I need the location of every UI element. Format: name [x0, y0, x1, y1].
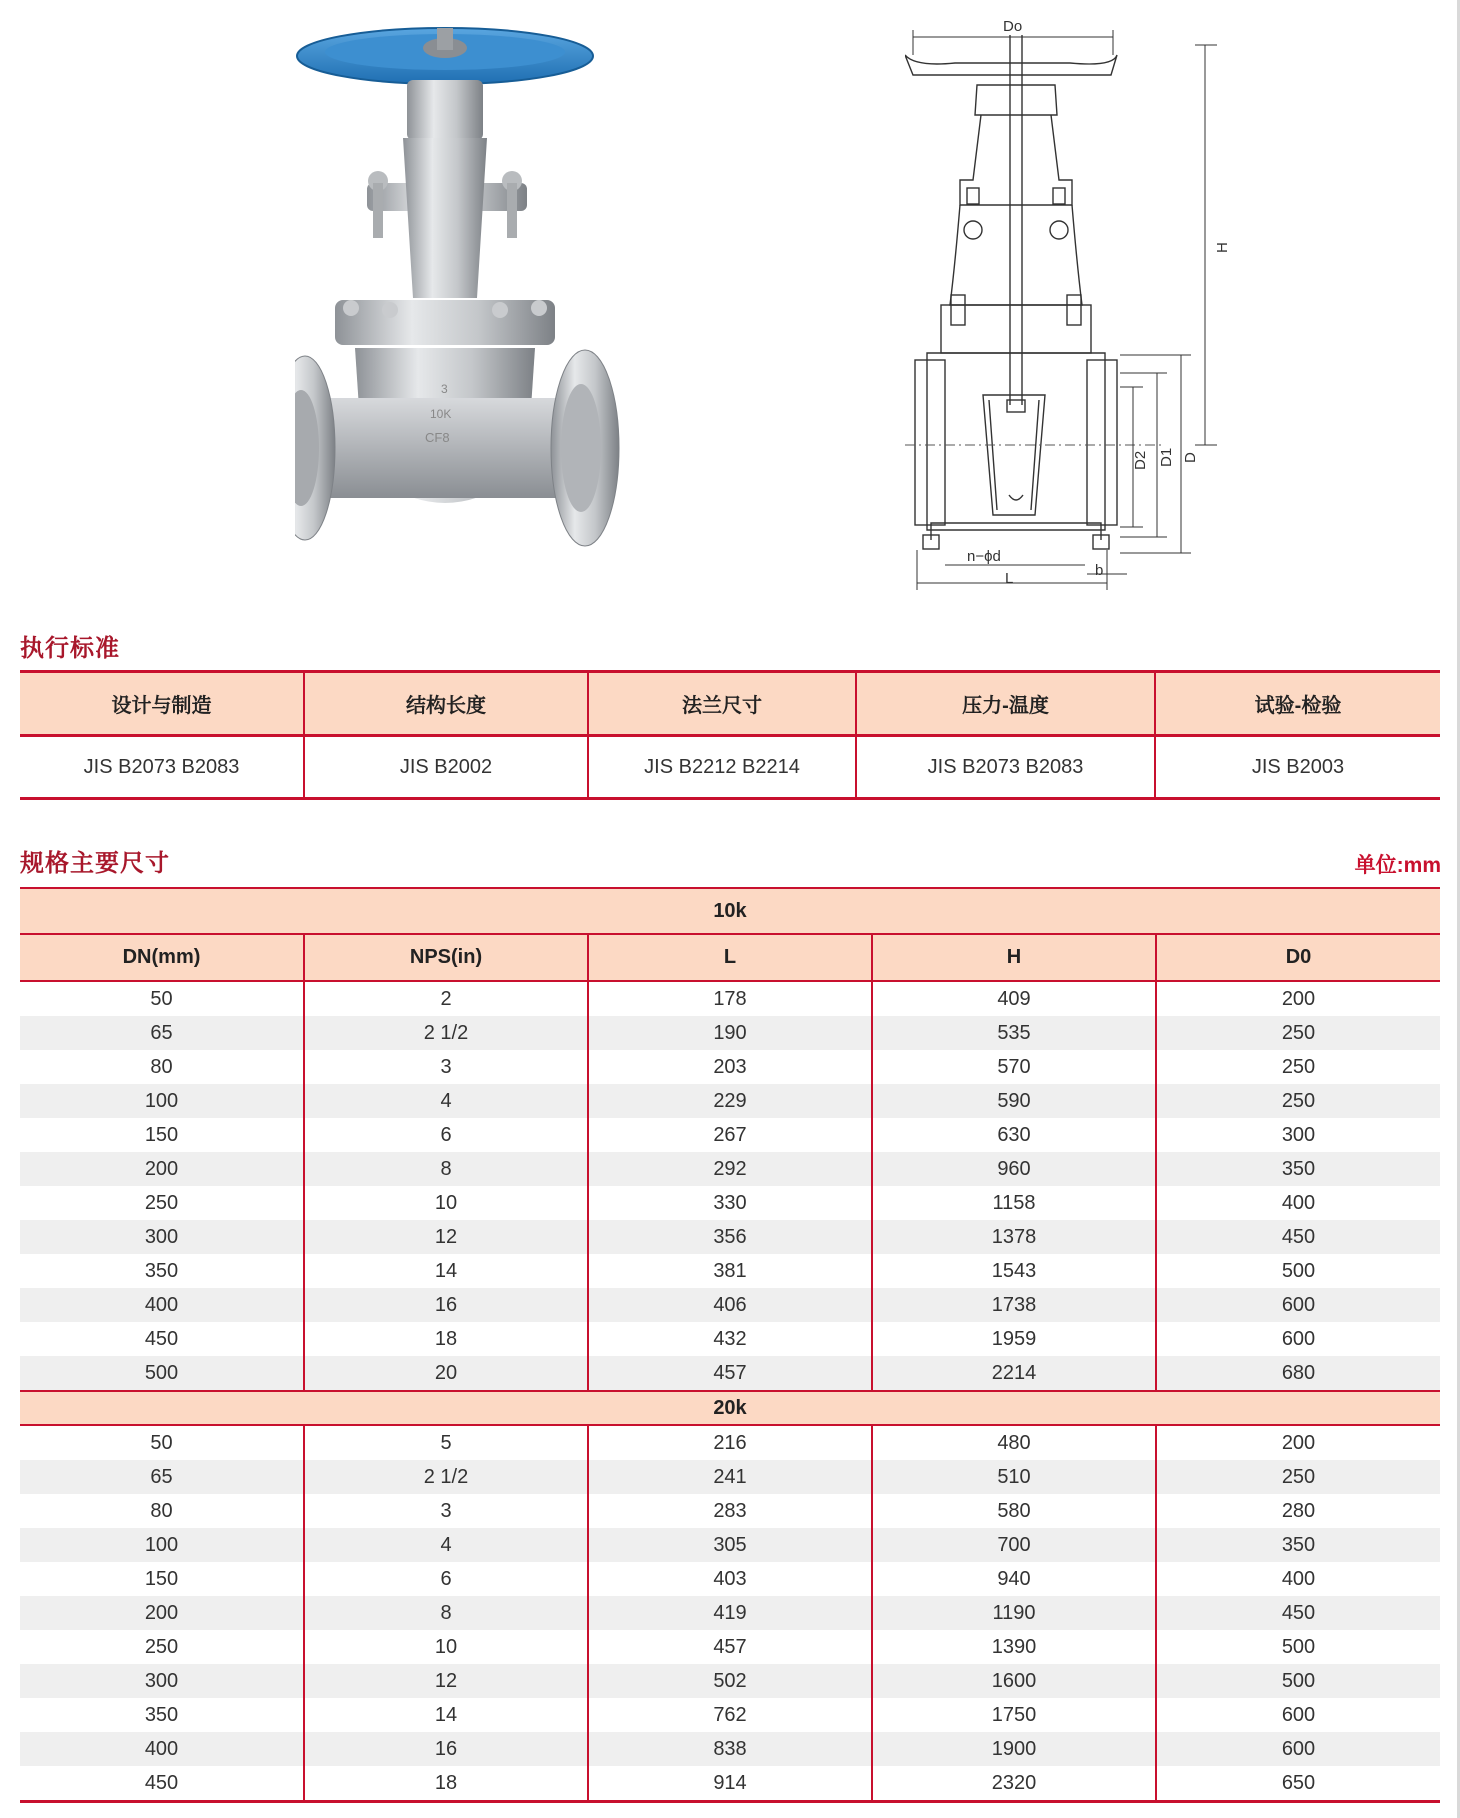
column-header-h: H: [872, 934, 1156, 981]
cell-d0: 250: [1156, 1460, 1440, 1494]
dim-label-d: D: [1182, 452, 1199, 463]
standards-header-design: 设计与制造: [20, 672, 304, 736]
cell-l: 419: [588, 1596, 872, 1630]
cell-h: 409: [872, 981, 1156, 1016]
table-row: [20, 1050, 1440, 1084]
cell-h: 1158: [872, 1186, 1156, 1220]
cell-d0: 650: [1156, 1766, 1440, 1802]
cell-l: 305: [588, 1528, 872, 1562]
body-marking-size: 3: [441, 382, 448, 396]
cell-nps: 6: [304, 1118, 588, 1152]
cell-dn: 250: [144, 1191, 179, 1214]
cell-l: 403: [588, 1562, 872, 1596]
cell-nps: 16: [304, 1288, 588, 1322]
cell-l: 838: [588, 1732, 872, 1766]
table-row: [20, 1664, 1440, 1698]
cell-nps: 4: [304, 1084, 588, 1118]
table-row: [20, 981, 1440, 1016]
cell-l: 381: [588, 1254, 872, 1288]
cell-d0: 680: [1156, 1356, 1440, 1391]
cell-nps: 10: [304, 1186, 588, 1220]
cell-dn: 350: [144, 1259, 179, 1282]
cell-dn: 80: [150, 1499, 173, 1522]
cell-h: 1600: [872, 1664, 1156, 1698]
table-row: [20, 1766, 1440, 1802]
dim-label-d1: D1: [1158, 447, 1175, 467]
cell-h: 590: [872, 1084, 1156, 1118]
cell-l: 229: [588, 1084, 872, 1118]
cell-l: 457: [588, 1356, 872, 1391]
dim-label-n-d: n−ϕd: [967, 548, 1001, 565]
cell-dn: 100: [20, 1084, 304, 1118]
cell-d0: 250: [1156, 1050, 1440, 1084]
cell-nps: 12: [304, 1664, 588, 1698]
table-row: [20, 1425, 1440, 1460]
standards-value-test-inspection: JIS B2003: [1155, 736, 1440, 799]
group-header-row: [20, 888, 1440, 934]
cell-h: 1190: [872, 1596, 1156, 1630]
cell-l: 283: [588, 1494, 872, 1528]
table-row: [20, 1152, 1440, 1186]
cell-nps: 2: [304, 981, 588, 1016]
cell-h: 1959: [872, 1322, 1156, 1356]
cell-d0: 250: [1156, 1084, 1440, 1118]
cell-l: 457: [588, 1630, 872, 1664]
cell-dn: 400: [20, 1732, 304, 1766]
standards-section-title: 执行标准: [20, 635, 120, 662]
standards-value-pressure-temperature: JIS B2073 B2083: [856, 736, 1155, 799]
dim-label-do: Do: [1003, 18, 1023, 35]
cell-h: 480: [872, 1425, 1156, 1460]
cell-d0: 600: [1156, 1288, 1440, 1322]
table-row: [20, 1596, 1440, 1630]
cell-dn: 300: [20, 1220, 304, 1254]
table-row: [20, 1016, 1440, 1050]
cell-nps: 2 1/2: [304, 1016, 588, 1050]
cell-nps: 3: [304, 1494, 588, 1528]
cell-l: 914: [588, 1766, 872, 1802]
cell-d0: 600: [1156, 1322, 1440, 1356]
dim-label-b: b: [1095, 562, 1104, 579]
cell-l: 762: [588, 1698, 872, 1732]
cell-l: 502: [588, 1664, 872, 1698]
cell-h: 1390: [872, 1630, 1156, 1664]
cell-d0: 200: [1156, 981, 1440, 1016]
cell-nps: 18: [304, 1766, 588, 1802]
cell-dn: 65: [20, 1460, 304, 1494]
table-row: [20, 1460, 1440, 1494]
cell-nps: 2 1/2: [304, 1460, 588, 1494]
cell-d0: 500: [1156, 1630, 1440, 1664]
cell-l: 432: [588, 1322, 872, 1356]
cell-d0: 600: [1156, 1698, 1440, 1732]
cell-h: 1738: [872, 1288, 1156, 1322]
table-row: [20, 1630, 1440, 1664]
table-row: [20, 1186, 1440, 1220]
cell-d0: 450: [1156, 1596, 1440, 1630]
cell-l: 356: [588, 1220, 872, 1254]
table-row: [20, 1698, 1440, 1732]
cell-dn: 450: [144, 1327, 179, 1350]
table-row: [20, 1562, 1440, 1596]
cell-h: 570: [872, 1050, 1156, 1084]
dim-label-d2: D2: [1132, 450, 1149, 470]
standards-value-flange: JIS B2212 B2214: [588, 736, 856, 799]
cell-h: 630: [872, 1118, 1156, 1152]
dimensions-header-row: [20, 934, 1440, 981]
cell-nps: 4: [304, 1528, 588, 1562]
cell-d0: 350: [1156, 1528, 1440, 1562]
standards-header-pressure-temperature: 压力-温度: [856, 672, 1155, 736]
cell-h: 510: [872, 1460, 1156, 1494]
dimensions-table: [20, 887, 1440, 1803]
cell-d0: 600: [1156, 1732, 1440, 1766]
table-row: [20, 1528, 1440, 1562]
column-header-dn: DN(mm): [20, 934, 304, 981]
table-row: [20, 1494, 1440, 1528]
table-row: [20, 1084, 1440, 1118]
cell-nps: 6: [304, 1562, 588, 1596]
standards-header-row: [20, 672, 1440, 736]
standards-value-face-to-face: JIS B2002: [304, 736, 588, 799]
cell-l: 406: [588, 1288, 872, 1322]
gate-valve-technical-drawing: [905, 5, 1285, 605]
table-row: [20, 1288, 1440, 1322]
cell-dn: 65: [20, 1016, 304, 1050]
cell-d0: 400: [1156, 1186, 1440, 1220]
cell-h: 960: [872, 1152, 1156, 1186]
cell-h: 1378: [872, 1220, 1156, 1254]
cell-dn: 200: [20, 1596, 304, 1630]
cell-h: 535: [872, 1016, 1156, 1050]
cell-nps: 18: [304, 1322, 588, 1356]
cell-d0: 450: [1156, 1220, 1440, 1254]
cell-dn: 350: [144, 1703, 179, 1726]
table-row: [20, 1322, 1440, 1356]
body-marking-rating: 10K: [430, 407, 452, 421]
cell-d0: 200: [1156, 1425, 1440, 1460]
cell-l: 267: [588, 1118, 872, 1152]
cell-nps: 14: [304, 1254, 588, 1288]
dim-label-h: H: [1214, 242, 1231, 253]
cell-l: 241: [588, 1460, 872, 1494]
cell-nps: 20: [304, 1356, 588, 1391]
cell-l: 292: [588, 1152, 872, 1186]
cell-l: 190: [588, 1016, 872, 1050]
column-header-d0: D0: [1156, 934, 1440, 981]
cell-d0: 500: [1156, 1664, 1440, 1698]
cell-l: 203: [588, 1050, 872, 1084]
body-marking-material: CF8: [425, 430, 450, 445]
cell-dn: 300: [20, 1664, 304, 1698]
table-row: [20, 1220, 1440, 1254]
cell-h: 700: [872, 1528, 1156, 1562]
table-row: [20, 1254, 1440, 1288]
column-header-l: L: [588, 934, 872, 981]
unit-label: 单位:mm: [1354, 854, 1441, 877]
cell-dn: 50: [150, 1431, 173, 1454]
cell-h: 2320: [872, 1766, 1156, 1802]
cell-dn: 100: [20, 1528, 304, 1562]
group-header-row: [20, 1391, 1440, 1425]
cell-nps: 10: [304, 1630, 588, 1664]
cell-nps: 8: [304, 1596, 588, 1630]
gate-valve-photo: [295, 18, 625, 608]
cell-d0: 280: [1156, 1494, 1440, 1528]
cell-nps: 14: [304, 1698, 588, 1732]
cell-h: 580: [872, 1494, 1156, 1528]
standards-table: [20, 670, 1440, 800]
cell-h: 1543: [872, 1254, 1156, 1288]
table-row: [20, 1732, 1440, 1766]
dim-label-l: L: [1005, 570, 1014, 587]
standards-header-test-inspection: 试验-检验: [1155, 672, 1440, 736]
cell-l: 330: [588, 1186, 872, 1220]
cell-d0: 500: [1156, 1254, 1440, 1288]
dimensions-table-body: [20, 888, 1440, 1802]
table-row: [20, 1356, 1440, 1391]
cell-dn: 50: [150, 987, 173, 1010]
standards-value-row: [20, 736, 1440, 799]
cell-d0: 400: [1156, 1562, 1440, 1596]
cell-h: 1750: [872, 1698, 1156, 1732]
cell-dn: 150: [144, 1123, 179, 1146]
cell-d0: 250: [1156, 1016, 1440, 1050]
pressure-class-label: 10k: [20, 888, 1440, 934]
cell-d0: 350: [1156, 1152, 1440, 1186]
cell-dn: 80: [150, 1055, 173, 1078]
cell-h: 940: [872, 1562, 1156, 1596]
cell-nps: 16: [304, 1732, 588, 1766]
pressure-class-label: 20k: [20, 1391, 1440, 1425]
standards-value-design: JIS B2073 B2083: [20, 736, 304, 799]
cell-l: 178: [588, 981, 872, 1016]
dimensions-section-title: 规格主要尺寸: [20, 850, 170, 877]
table-row: [20, 1118, 1440, 1152]
cell-nps: 12: [304, 1220, 588, 1254]
cell-dn: 400: [20, 1288, 304, 1322]
cell-dn: 250: [144, 1635, 179, 1658]
standards-header-flange: 法兰尺寸: [588, 672, 856, 736]
cell-dn: 150: [144, 1567, 179, 1590]
cell-l: 216: [588, 1425, 872, 1460]
cell-d0: 300: [1156, 1118, 1440, 1152]
cell-nps: 3: [304, 1050, 588, 1084]
cell-h: 1900: [872, 1732, 1156, 1766]
cell-dn: 450: [20, 1766, 304, 1802]
column-header-nps: NPS(in): [304, 934, 588, 981]
cell-nps: 8: [304, 1152, 588, 1186]
cell-dn: 500: [20, 1356, 304, 1391]
cell-nps: 5: [304, 1425, 588, 1460]
standards-header-face-to-face: 结构长度: [304, 672, 588, 736]
cell-h: 2214: [872, 1356, 1156, 1391]
cell-dn: 200: [20, 1152, 304, 1186]
